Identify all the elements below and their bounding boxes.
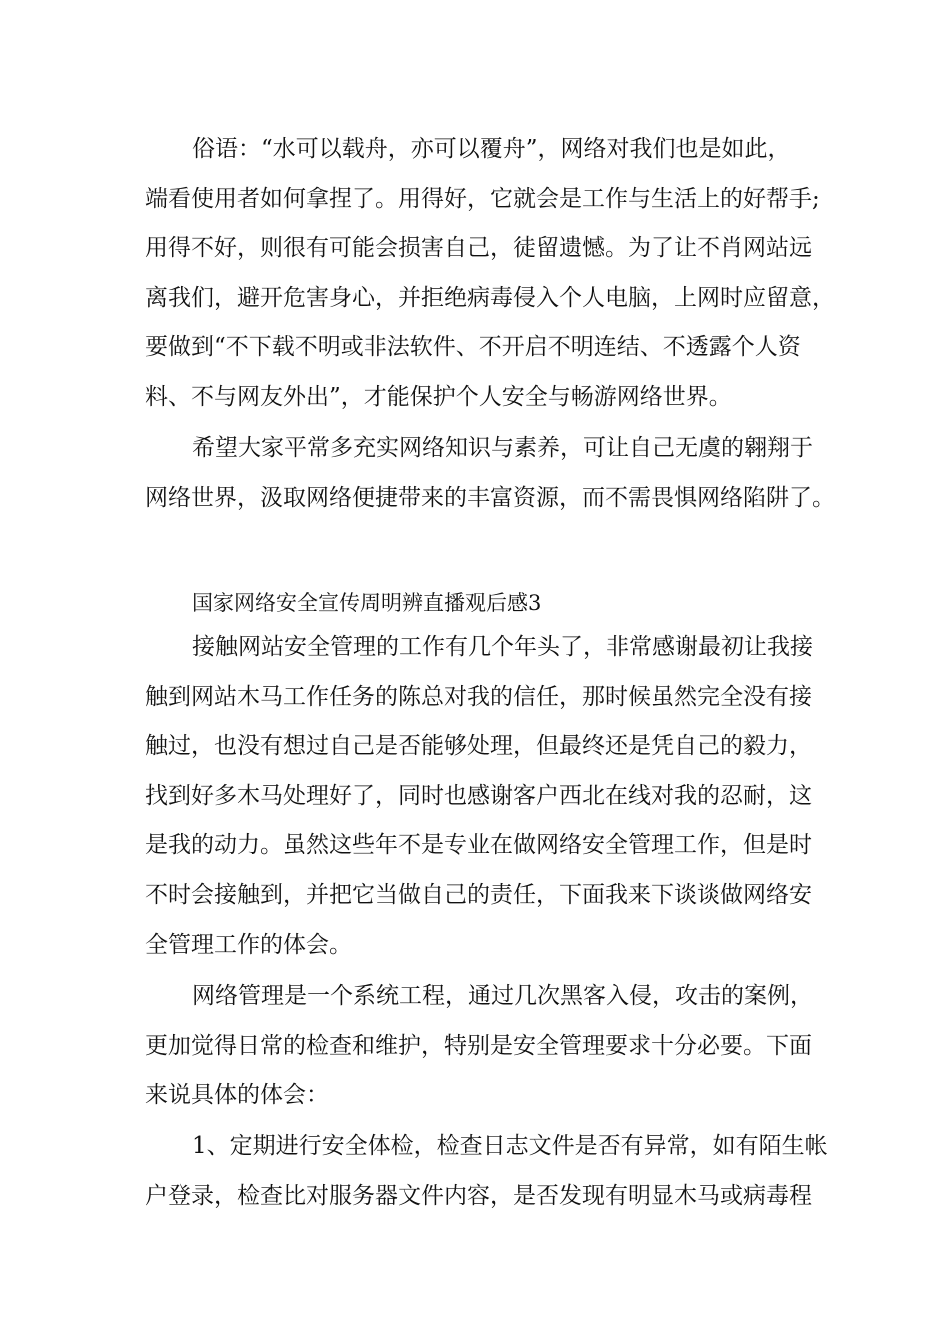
text-line: 更加觉得日常的检查和维护，特别是安全管理要求十分必要。下面 [145,1032,812,1059]
text-line: 触到网站木马工作任务的陈总对我的信任，那时候虽然完全没有接 [145,683,812,710]
text-line: 网络世界，汲取网络便捷带来的丰富资源，而不需畏惧网络陷阱了。 [145,484,835,511]
text-line: 不时会接触到，并把它当做自己的责任，下面我来下谈谈做网络安 [145,881,812,908]
text-line: 触过，也没有想过自己是否能够处理，但最终还是凭自己的毅力， [145,733,812,760]
text-line: 端看使用者如何拿捏了。用得好，它就会是工作与生活上的好帮手; [145,185,820,212]
text-line: 希望大家平常多充实网络知识与素养，可让自己无虞的翱翔于 [192,435,813,461]
text-line: 用得不好，则很有可能会损害自己，徒留遗憾。为了让不肖网站远 [145,235,812,262]
text-line: 来说具体的体会： [145,1082,329,1109]
text-line: 要做到“不下载不明或非法软件、不开启不明连结、不透露个人资 [145,334,801,361]
paragraph-proverb [145,125,835,423]
text-line: 料、不与网友外出”，才能保护个人安全与畅游网络世界。 [145,383,732,410]
text-line: 离我们，避开危害身心，并拒绝病毒侵入个人电脑，上网时应留意， [145,284,835,311]
paragraph-hope [145,424,835,523]
text-line: 是我的动力。虽然这些年不是专业在做网络安全管理工作，但是时 [145,832,812,859]
paragraph-experience [145,623,825,970]
paragraph-list-item-1 [145,1122,828,1221]
text-line: 1、定期进行安全体检，检查日志文件是否有异常，如有陌生帐 [192,1133,828,1159]
paragraph-network-management [145,972,825,1121]
text-line: 接触网站安全管理的工作有几个年头了，非常感谢最初让我接 [192,634,813,660]
text-line: 找到好多木马处理好了，同时也感谢客户西北在线对我的忍耐，这 [145,782,812,809]
text-line: 俗语：“水可以载舟，亦可以覆舟”，网络对我们也是如此， [192,136,791,162]
text-line: 户登录，检查比对服务器文件内容，是否发现有明显木马或病毒程 [145,1182,812,1209]
text-line: 网络管理是一个系统工程，通过几次黑客入侵，攻击的案例， [192,983,813,1009]
text-line: 全管理工作的体会。 [145,931,352,958]
section-title: 国家网络安全宣传周明辨直播观后感3 [192,591,542,615]
